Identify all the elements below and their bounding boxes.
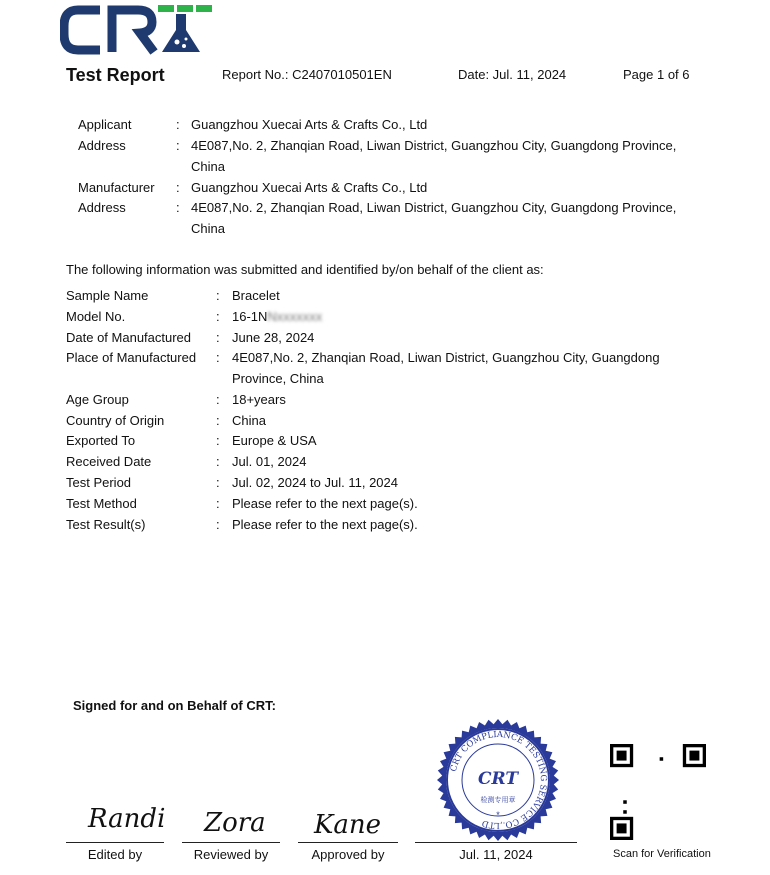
caption-reviewed-by: Reviewed by xyxy=(193,847,269,862)
colon: : xyxy=(216,350,220,365)
sample-value-text: Jul. 02, 2024 to Jul. 11, 2024 xyxy=(232,475,398,490)
sample-label: Test Method xyxy=(66,496,137,511)
sample-value xyxy=(232,347,682,389)
sample-value-text: 16-1N xyxy=(232,309,268,324)
sample-value xyxy=(232,430,682,451)
caption-edited-by: Edited by xyxy=(87,847,143,862)
report-number: Report No.: C2407010501EN xyxy=(222,67,392,82)
colon: : xyxy=(216,392,220,407)
sample-label: Test Period xyxy=(66,475,132,490)
colon: : xyxy=(216,433,220,448)
party-label: Address xyxy=(78,200,126,215)
sample-value xyxy=(232,306,682,327)
colon: : xyxy=(216,517,220,532)
sample-label: Sample Name xyxy=(66,288,149,303)
sample-value xyxy=(232,389,682,410)
colon: : xyxy=(216,454,220,469)
sample-value-text: Please refer to the next page(s). xyxy=(232,496,418,511)
sample-value-text: 18+years xyxy=(232,392,286,407)
party-label: Manufacturer xyxy=(78,180,155,195)
sample-value-text: Europe & USA xyxy=(232,433,317,448)
sample-value-text: Jul. 01, 2024 xyxy=(232,454,307,469)
report-title: Test Report xyxy=(66,65,165,85)
sample-label: Country of Origin xyxy=(66,413,165,428)
svg-text:*: * xyxy=(496,810,500,820)
svg-text:CRT COMPLIANCE TESTING SERVICE: CRT COMPLIANCE TESTING SERVICE CO.,LTD xyxy=(448,729,549,831)
colon: : xyxy=(216,330,220,345)
qr-caption: Scan for Verification xyxy=(613,848,711,860)
sample-label: Model No. xyxy=(66,309,126,324)
blurred-model-number: Nxxxxxxx xyxy=(267,309,323,324)
sample-value-text: Please refer to the next page(s). xyxy=(232,517,418,532)
sample-value xyxy=(232,327,682,348)
colon: : xyxy=(216,496,220,511)
caption-approved-by: Approved by xyxy=(311,847,385,862)
party-value: 4E087,No. 2, Zhanqian Road, Liwan District, Guangzhou City, Guangdong Province, China xyxy=(191,200,677,236)
svg-text:检测专用章: 检测专用章 xyxy=(480,796,516,804)
sample-value xyxy=(232,472,682,493)
colon: : xyxy=(216,413,220,428)
sample-label: Received Date xyxy=(66,454,152,469)
crt-logo xyxy=(60,2,215,57)
signature-editor: Randi xyxy=(88,804,166,834)
qr-code-icon[interactable] xyxy=(610,744,706,840)
sample-value-text: June 28, 2024 xyxy=(232,330,315,345)
sample-label: Place of Manufactured xyxy=(66,350,197,365)
sample-value-text: China xyxy=(232,413,266,428)
company-seal-icon xyxy=(436,718,560,842)
page-number: Page 1 of 6 xyxy=(623,67,690,82)
signature-line xyxy=(415,842,577,843)
party-value: Guangzhou Xuecai Arts & Crafts Co., Ltd xyxy=(191,180,428,195)
sample-value-text: Bracelet xyxy=(232,288,280,303)
colon: : xyxy=(216,309,220,324)
party-label: Applicant xyxy=(78,117,132,132)
sample-value-text: 4E087,No. 2, Zhanqian Road, Liwan District, Guangzhou City, Guangdong Province, China xyxy=(232,350,660,386)
sample-label: Exported To xyxy=(66,433,136,448)
sample-value xyxy=(232,410,682,431)
signature-line xyxy=(66,842,164,843)
signature-line xyxy=(182,842,280,843)
signature-approver: Kane xyxy=(314,810,382,840)
report-date: Date: Jul. 11, 2024 xyxy=(458,67,567,82)
sample-label: Age Group xyxy=(66,392,129,407)
colon: : xyxy=(176,200,180,215)
colon: : xyxy=(216,288,220,303)
sample-value xyxy=(232,493,682,514)
party-label: Address xyxy=(78,138,126,153)
sample-label: Date of Manufactured xyxy=(66,330,192,345)
colon: : xyxy=(216,475,220,490)
signature-reviewer: Zora xyxy=(204,808,266,838)
colon: : xyxy=(176,138,180,153)
signoff-date: Jul. 11, 2024 xyxy=(459,847,533,862)
party-value: Guangzhou Xuecai Arts & Crafts Co., Ltd xyxy=(191,117,428,132)
party-value: 4E087,No. 2, Zhanqian Road, Liwan District, Guangzhou City, Guangdong Province, China xyxy=(191,138,677,174)
signoff-heading: Signed for and on Behalf of CRT: xyxy=(73,698,276,713)
signature-line xyxy=(298,842,398,843)
intro-text: The following information was submitted and identified by/on behalf of the client as: xyxy=(66,262,544,277)
colon: : xyxy=(176,117,180,132)
sample-value xyxy=(232,451,682,472)
sample-label: Test Result(s) xyxy=(66,517,146,532)
sample-value xyxy=(232,285,682,306)
colon: : xyxy=(176,180,180,195)
sample-value xyxy=(232,514,682,535)
svg-text:CRT: CRT xyxy=(477,769,519,789)
